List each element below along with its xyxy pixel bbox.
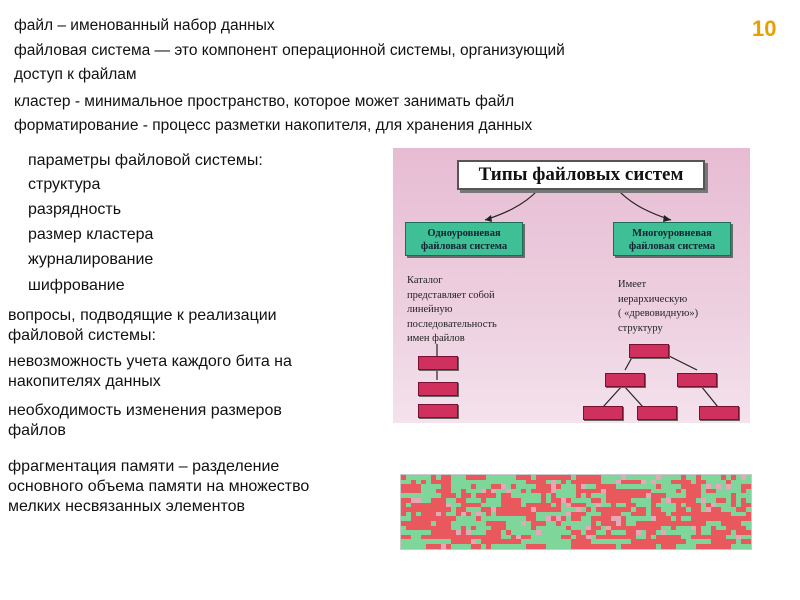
- definition-formatting: форматирование - процесс разметки накопителя, для хранения данных: [14, 117, 533, 134]
- single-level-fs-box: [405, 222, 523, 256]
- desc-line: линейную: [407, 304, 453, 315]
- param-item: разрядность: [28, 201, 122, 218]
- page-number: 10: [752, 16, 777, 41]
- tree-node-block: [677, 373, 717, 387]
- box-label: файловая система: [420, 241, 508, 252]
- diagram-title: Типы файловых систем: [457, 160, 705, 190]
- param-item: структура: [28, 176, 101, 193]
- linear-file-block: [418, 404, 458, 418]
- linear-file-block: [418, 356, 458, 370]
- definition-cluster: кластер - минимальное пространство, которое может занимать файл: [14, 93, 515, 110]
- multi-level-fs-box: [613, 222, 731, 256]
- tree-root-block: [629, 344, 669, 358]
- desc-line: Имеет: [618, 279, 647, 290]
- definition-filesystem-cont: доступ к файлам: [14, 66, 137, 83]
- question-item-cont: файлов: [8, 422, 66, 439]
- questions-heading-cont: файловой системы:: [8, 327, 156, 344]
- param-item: шифрование: [28, 277, 125, 294]
- desc-line: иерархическую: [618, 293, 688, 305]
- fragmentation-line: фрагментация памяти – разделение: [8, 458, 280, 475]
- memory-fragmentation-map: [400, 474, 752, 550]
- tree-leaf-block: [583, 406, 623, 420]
- memory-cell: [746, 544, 751, 549]
- box-label: Многоуровневая: [632, 228, 712, 239]
- desc-line: Каталог: [407, 275, 443, 286]
- desc-line: имен файлов: [407, 333, 465, 344]
- question-item: невозможность учета каждого бита на: [8, 353, 292, 370]
- param-item: журналирование: [28, 251, 154, 268]
- desc-line: представляет собой: [407, 289, 495, 301]
- tree-leaf-block: [637, 406, 677, 420]
- question-item-cont: накопителях данных: [8, 373, 161, 390]
- definition-filesystem: файловая система — это компонент операционной системы, организующий: [14, 42, 565, 59]
- fs-types-diagram: [393, 148, 750, 423]
- definition-file: файл – именованный набор данных: [14, 17, 275, 34]
- desc-line: последовательность: [407, 318, 497, 330]
- single-level-description: [407, 274, 497, 347]
- desc-line: структуру: [618, 322, 663, 334]
- memory-row: [401, 544, 751, 549]
- linear-file-block: [418, 382, 458, 396]
- box-label: файловая система: [628, 241, 716, 252]
- desc-line: ( «древовидную»): [618, 308, 699, 319]
- params-heading: параметры файловой системы:: [28, 152, 263, 169]
- tree-leaf-block: [699, 406, 739, 420]
- param-item: размер кластера: [28, 226, 154, 243]
- fragmentation-line: основного объема памяти на множество: [8, 478, 310, 495]
- fragmentation-line: мелких несвязанных элементов: [8, 498, 245, 515]
- tree-node-block: [605, 373, 645, 387]
- question-item: необходимость изменения размеров: [8, 402, 282, 419]
- multi-level-description: [618, 278, 698, 336]
- questions-heading: вопросы, подводящие к реализации: [8, 307, 277, 324]
- box-label: Одноуровневая: [427, 228, 501, 239]
